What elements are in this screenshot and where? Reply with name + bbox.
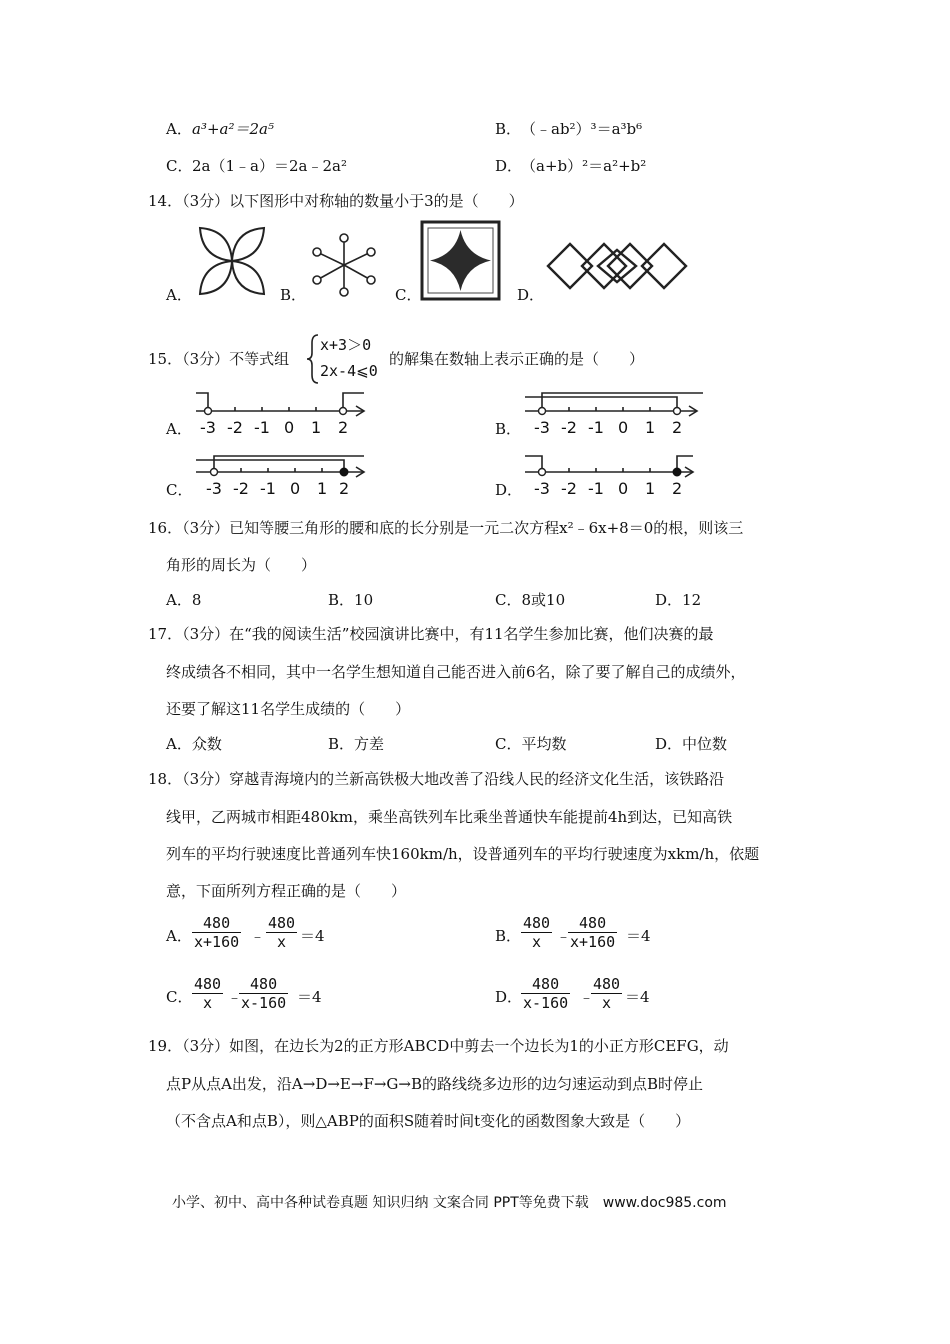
q14-option-a-label: A． [166,286,192,304]
numerator: 480 [568,914,617,933]
q15-option-a-label: A． [166,420,192,438]
q16-option-a: A．8 [166,591,202,609]
number-line-a [192,385,372,419]
q18-c-fraction-2 [239,975,288,1012]
tick-label: -2 [561,418,577,437]
tick-label: 2 [672,418,683,437]
q19-line-1: 19．（3分）如图，在边长为2的正方形ABCD中剪去一个边长为1的小正方形CEFG，动 [148,1037,729,1055]
q17-line-3: 还要了解这11名学生成绩的（ ） [166,700,411,718]
tick-label: 1 [317,479,328,498]
q17-option-b: B．方差 [328,735,385,753]
q18-c-fraction-1 [192,975,223,1012]
q18-a-operator: ﹣ [250,927,266,945]
q13-option-a-label: A． [166,120,192,138]
number-line-d [521,446,701,480]
q14-stem: 14．（3分）以下图形中对称轴的数量小于3的是（ ） [148,192,524,210]
q17-line-1: 17．（3分）在“我的阅读生活”校园演讲比赛中，有11名学生参加比赛，他们决赛的最 [148,625,714,643]
q17-line-2: 终成绩各不相同，其中一名学生想知道自己能否进入前6名，除了要了解自己的成绩外， [166,663,746,681]
q13-option-b-label: B． [495,120,522,138]
number-line-d-ticks [521,479,701,499]
tick-label: 2 [339,479,350,498]
q17-option-c: C．平均数 [495,735,567,753]
q18-a-fraction-1 [192,914,241,951]
q18-line-2: 线甲，乙两城市相距480km，乘坐高铁列车比乘坐普通快车能提前4h到达，已知高铁 [166,808,733,826]
tick-label: 1 [645,418,656,437]
numerator: 480 [523,914,551,932]
q18-a-fraction-2 [266,914,297,951]
tick-label: -1 [254,418,270,437]
tick-label: 0 [618,479,629,498]
q16-option-d: D．12 [655,591,702,609]
tick-label: 2 [672,479,683,498]
tick-label: -3 [534,479,550,498]
denominator: x [277,933,287,951]
q18-option-a-label: A． [166,927,192,945]
number-line-a-ticks [192,418,372,438]
numerator: 480 [521,975,570,994]
q18-b-rhs: ＝4 [626,927,651,945]
q19-line-3: （不含点A和点B），则△ABP的面积S随着时间t变化的函数图象大致是（ ） [166,1112,691,1130]
q15-inequality-1: x+3＞0 [320,336,372,354]
square-with-astroid-figure [420,220,502,302]
q13-option-c-label: C． [166,157,193,175]
tick-label: -2 [227,418,243,437]
denominator: x [532,933,542,951]
interlocking-diamonds-figure [542,238,692,294]
tick-label: -2 [233,479,249,498]
q18-b-fraction-2 [568,914,617,951]
q18-option-b-label: B． [495,927,522,945]
denominator: x+160 [194,933,240,951]
q15-option-d-label: D． [495,481,523,499]
q18-a-rhs: ＝4 [300,927,325,945]
q18-line-3: 列车的平均行驶速度比普通列车快160km/h，设普通列车的平均行驶速度为xkm/h，依题 [166,845,760,863]
q14-option-b-label: B． [280,286,307,304]
tick-label: -3 [534,418,550,437]
q13-option-d-label: D． [495,157,523,175]
numerator: 480 [268,914,296,932]
q16-option-c: C．8或10 [495,591,566,609]
tick-label: -1 [588,479,604,498]
q17-option-a: A．众数 [166,735,222,753]
numerator: 480 [194,975,222,993]
denominator: x-160 [241,994,287,1012]
tick-label: 0 [618,418,629,437]
q18-option-c-label: C． [166,988,193,1006]
q13-option-d-text: （a+b）²＝a²+b² [521,157,647,175]
tick-label: -1 [260,479,276,498]
denominator: x [203,994,213,1012]
number-line-b-ticks [521,418,707,438]
tick-label: -3 [200,418,216,437]
q16-option-b: B．10 [328,591,374,609]
tick-label: 1 [645,479,656,498]
q17-option-d: D．中位数 [655,735,728,753]
q13-option-c-text: 2a（1﹣a）＝2a﹣2a² [192,157,347,175]
denominator: x-160 [523,994,569,1012]
q19-line-2: 点P从点A出发，沿A→D→E→F→G→B的路线绕多边形的边匀速运动到点B时停止 [166,1075,704,1093]
numerator: 480 [239,975,288,994]
tick-label: -3 [206,479,222,498]
number-line-b [521,385,707,419]
q18-c-operator: ﹣ [227,988,243,1006]
denominator: x+160 [570,933,616,951]
tick-label: 0 [290,479,301,498]
q15-stem-suffix: 的解集在数轴上表示正确的是（ ） [389,350,645,368]
number-line-c [192,446,372,480]
tick-label: -2 [561,479,577,498]
q18-c-rhs: ＝4 [297,988,322,1006]
q15-option-c-label: C． [166,481,193,499]
q18-b-fraction-1 [521,914,552,951]
q15-option-b-label: B． [495,420,522,438]
q18-d-rhs: ＝4 [625,988,650,1006]
q18-d-fraction-1 [521,975,570,1012]
q16-line-1: 16．（3分）已知等腰三角形的腰和底的长分别是一元二次方程x²﹣6x+8＝0的根，则该三 [148,519,744,537]
four-petal-figure [192,222,272,300]
tick-label: 1 [311,418,322,437]
tick-label: -1 [588,418,604,437]
six-spoke-star-figure [305,232,383,298]
q18-line-4: 意，下面所列方程正确的是（ ） [166,882,407,900]
q18-option-d-label: D． [495,988,523,1006]
q13-option-a-text: a³+a²＝2a⁵ [192,120,274,138]
number-line-c-ticks [192,479,372,499]
q15-stem-prefix: 15．（3分）不等式组 [148,350,290,368]
q18-d-operator: ﹣ [579,988,595,1006]
tick-label: 0 [284,418,295,437]
q18-d-fraction-2 [591,975,622,1012]
q15-inequality-2: 2x-4⩽0 [320,362,378,380]
q18-b-operator: ﹣ [556,927,572,945]
q13-option-b-text: （﹣ab²）³＝a³b⁶ [521,120,643,138]
numerator: 480 [192,914,241,933]
q14-option-c-label: C． [395,286,422,304]
page-footer: 小学、初中、高中各种试卷真题 知识归纳 文案合同 PPT等免费下载 www.doc985.com [172,1195,727,1211]
tick-label: 2 [338,418,349,437]
q16-line-2: 角形的周长为（ ） [166,556,317,574]
q18-line-1: 18．（3分）穿越青海境内的兰新高铁极大地改善了沿线人民的经济文化生活，该铁路沿 [148,770,725,788]
system-brace [306,333,320,385]
q14-option-d-label: D． [517,286,545,304]
denominator: x [602,994,612,1012]
numerator: 480 [593,975,621,993]
